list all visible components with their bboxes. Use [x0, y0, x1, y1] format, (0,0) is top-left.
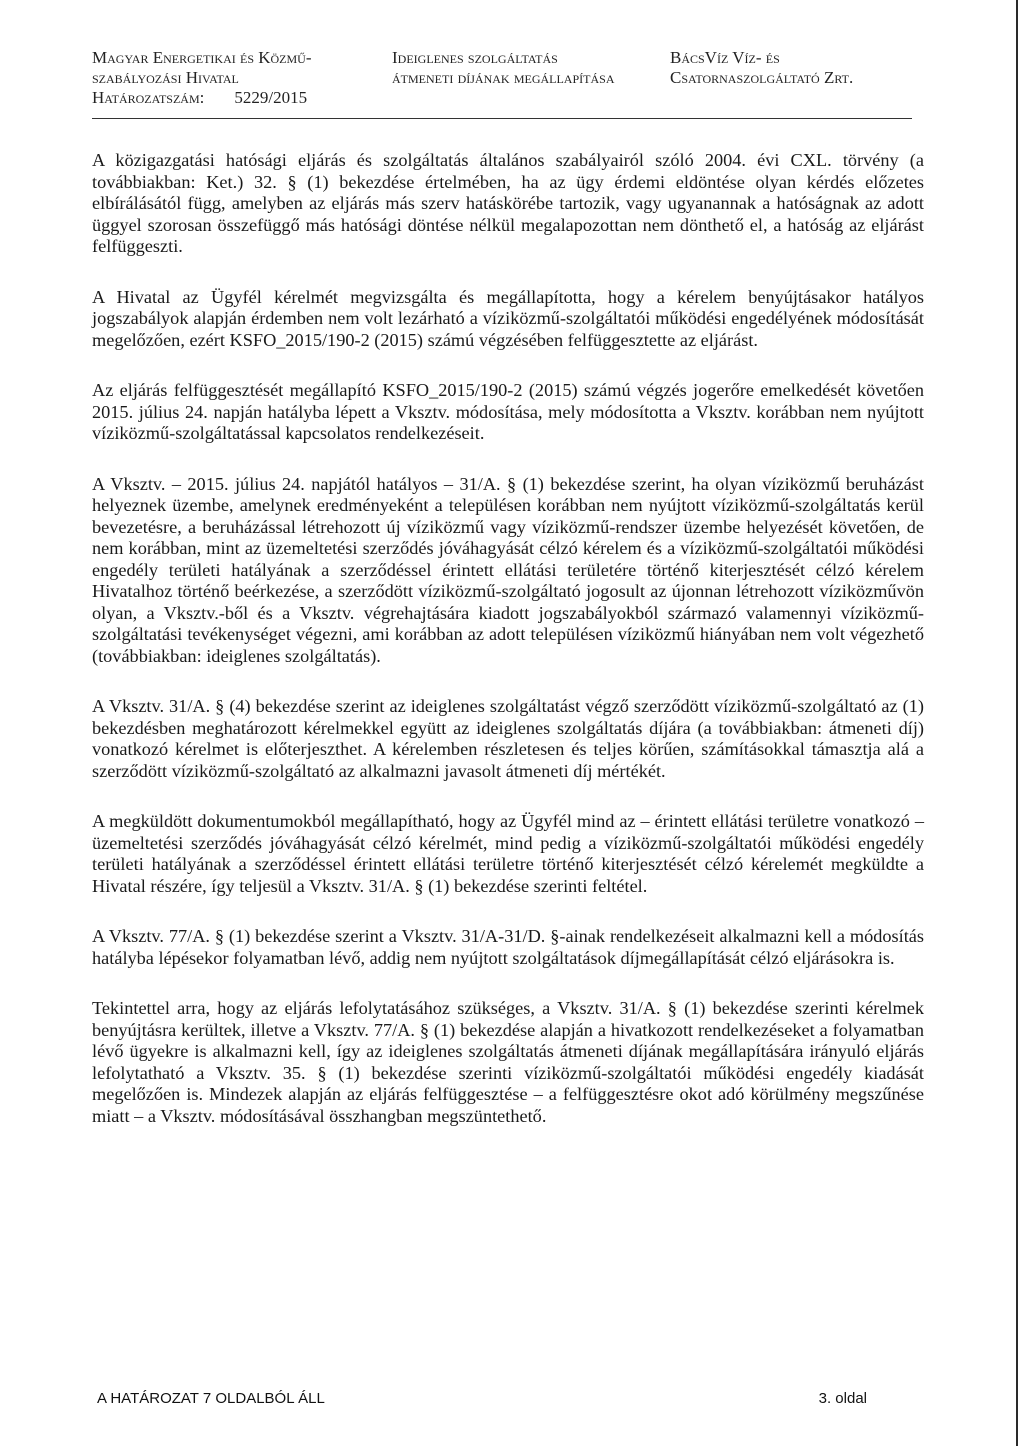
document-footer: [97, 1390, 867, 1414]
header-subject: [392, 48, 662, 88]
document-header: [92, 48, 930, 118]
document-body: [92, 150, 924, 1156]
header-authority: [92, 48, 382, 108]
body-paragraph: A Vksztv. – 2015. július 24. napjától hatályos – 31/A. § (1) bekezdése szerint, ha olyan víziközmű beruházást helyeznek üzembe, amelynek eredményeként a településen korábban nem nyújtott víziközmű-szolgáltatás kerül bevezetésre, a beruházással létrehozott új víziközmű vagy víziközmű-rendszer üzembe helyezését követően, de nem korábban, mint az üzemeltetési szerződés jóváhagyását célzó kérelem és a víziközmű-szolgáltatói működési engedély területi hatályának a szerződéssel érintett ellátási területére történő kiterjesztését célzó kérelem Hivatalhoz történő beérkezése, a szerződött víziközmű-szolgáltató jogosult az újonnan létrehozott víziközművön olyan, a Vksztv.-ből és a Vksztv. végrehajtására kiadott jogszabályokból származó valamennyi víziközmű-szolgáltatási tevékenységet végezni, ami korábban az adott településen víziközmű hiányában nem volt végezhető (továbbiakban: ideiglenes szolgáltatás).: [92, 473, 924, 666]
authority-name-line1: Magyar Energetikai és Közmű-: [92, 48, 312, 67]
body-paragraph: A Vksztv. 31/A. § (4) bekezdése szerint az ideiglenes szolgáltatást végző szerződött víziközmű-szolgáltató az (1) bekezdésben meghatározott kérelmekkel együtt az ideiglenes szolgáltatás díjára (a továbbiakban: átmeneti díj) vonatkozó kérelmet is előterjeszthet. A kérelemben részletesen és teljes körűen, számításokkal támasztja alá a szerződött víziközmű-szolgáltató az alkalmazni javasolt átmeneti díj mértékét.: [92, 696, 924, 781]
body-paragraph: Tekintettel arra, hogy az eljárás lefolytatásához szükséges, a Vksztv. 31/A. § (1) bekezdése szerinti kérelmek benyújtásra kerültek, illetve a Vksztv. 77/A. § (1) bekezdése alapján a hivatkozott rendelkezéseket a folyamatban lévő ügyekre is alkalmazni kell, így az ideiglenes szolgáltatás átmeneti díjának megállapítására irányuló eljárás lefolytatható a Vksztv. 35. § (1) bekezdése szerinti víziközmű-szolgáltatói működési engedély kiadását megelőzően is. Mindezek alapján az eljárás felfüggesztése – a felfüggesztésre okot adó körülmény megszűnése miatt – a Vksztv. módosításával összhangban megszüntethető.: [92, 998, 924, 1126]
body-paragraph: A Hivatal az Ügyfél kérelmét megvizsgálta és megállapította, hogy a kérelem benyújtásakor hatályos jogszabályok alapján érdemben nem volt lezárható a víziközmű-szolgáltatói működési engedélyének módosítását megelőzően, ezért KSFO_2015/190-2 (2015) számú végzésében felfüggesztette az eljárást.: [92, 286, 924, 350]
header-company: [670, 48, 940, 88]
subject-line1: Ideiglenes szolgáltatás: [392, 48, 558, 67]
subject-line2: átmeneti díjának megállapítása: [392, 68, 615, 87]
body-paragraph: A megküldött dokumentumokból megállapítható, hogy az Ügyfél mind az – érintett ellátási területre vonatkozó – üzemeltetési szerződés jóváhagyását célzó kérelmét, mind pedig a víziközmű-szolgáltatói működési engedély területi hatályának a szerződéssel érintett ellátási területre történő kiterjesztését célzó kérelemét megküldte a Hivatal részére, így teljesül a Vksztv. 31/A. § (1) bekezdése szerinti feltétel.: [92, 811, 924, 896]
body-paragraph: A közigazgatási hatósági eljárás és szolgáltatás általános szabályairól szóló 2004. évi CXL. törvény (a továbbiakban: Ket.) 32. § (1) bekezdése értelmében, ha az ügy érdemi eldöntése olyan kérdés előzetes elbírálásától függ, amelyben az eljárás más szerv hatáskörébe tartozik, vagy ugyanannak a hatóságnak az adott üggyel szorosan összefüggő más hatósági döntése nélkül megalapozottan nem dönthető el, a hatóság az eljárást felfüggeszti.: [92, 150, 924, 256]
company-line2: Csatornaszolgáltató Zrt.: [670, 68, 854, 87]
footer-page-number: 3. oldal: [818, 1390, 867, 1407]
scan-edge-line: [1016, 0, 1018, 1446]
decision-number-label: Határozatszám:: [92, 88, 205, 107]
header-divider: [92, 118, 912, 119]
body-paragraph: Az eljárás felfüggesztését megállapító KSFO_2015/190-2 (2015) számú végzés jogerőre emelkedését követően 2015. július 24. napján hatályba lépett a Vksztv. módosítása, mely módosította a Vksztv. korábban nem nyújtott víziközmű-szolgáltatással kapcsolatos rendelkezéseit.: [92, 380, 924, 443]
authority-name-line2: szabályozási Hivatal: [92, 68, 239, 87]
decision-number-row: [92, 88, 382, 108]
footer-page-count-note: A HATÁROZAT 7 OLDALBÓL ÁLL: [97, 1390, 325, 1407]
company-line1: BácsVíz Víz- és: [670, 48, 780, 67]
body-paragraph: A Vksztv. 77/A. § (1) bekezdése szerint a Vksztv. 31/A-31/D. §-ainak rendelkezéseit alkalmazni kell a módosítás hatályba lépésekor folyamatban lévő, addig nem nyújtott szolgáltatások díjmegállapítását célzó eljárásokra is.: [92, 926, 924, 968]
decision-number: 5229/2015: [234, 88, 308, 107]
